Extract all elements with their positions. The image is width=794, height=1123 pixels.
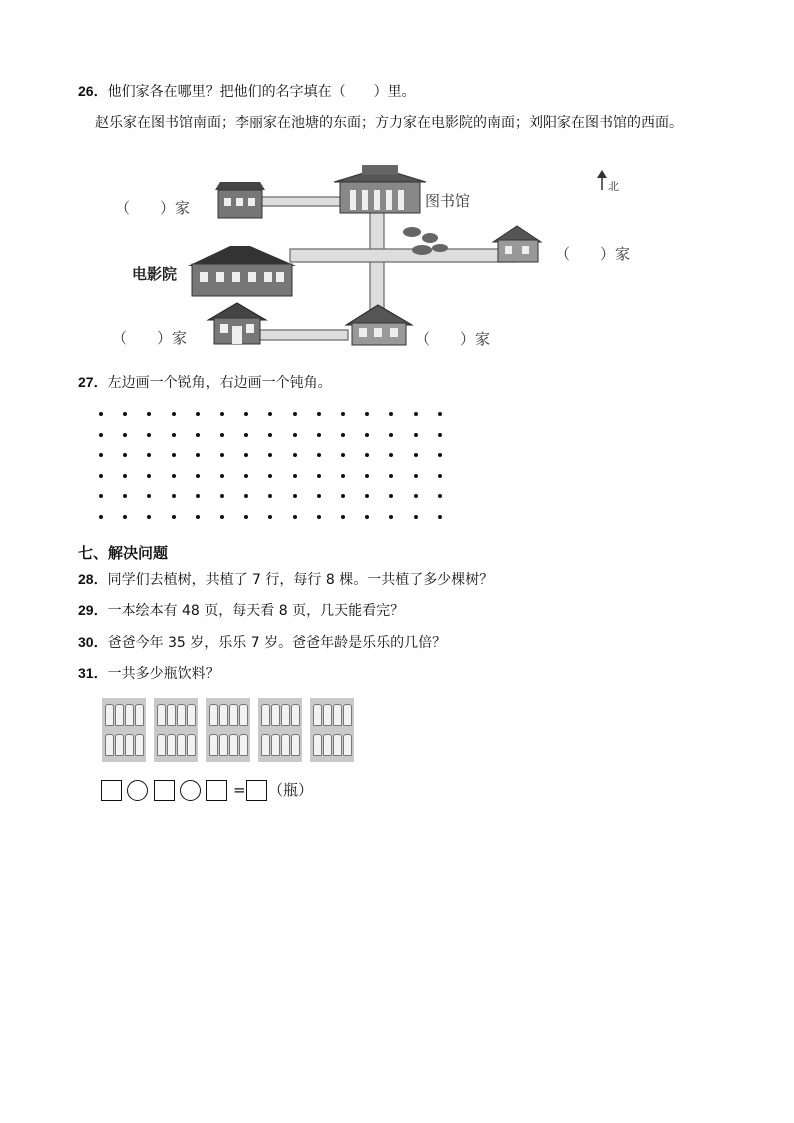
bottle-icon (343, 734, 352, 756)
grid-dot (293, 515, 297, 519)
grid-dot (244, 453, 248, 457)
bottle-icon (167, 734, 176, 756)
road-horizontal (290, 249, 515, 262)
bottle-icon (135, 734, 144, 756)
grid-dot (414, 433, 418, 437)
grid-dot (123, 412, 127, 416)
grid-dot (365, 474, 369, 478)
bottle-icon (157, 704, 166, 726)
question-text: 一本绘本有 48 页，每天看 8 页，几天能看完？ (107, 603, 405, 619)
operator-circle-1[interactable] (127, 780, 148, 801)
bottle-icon (261, 734, 270, 756)
grid-dot (147, 494, 151, 498)
bottle-icon (239, 734, 248, 756)
grid-dot (147, 412, 151, 416)
grid-dot (317, 412, 321, 416)
bottle-icon (239, 704, 248, 726)
question-number: 31． (78, 665, 108, 681)
grid-dot (99, 494, 103, 498)
grid-dot (244, 515, 248, 519)
grid-dot (196, 494, 200, 498)
grid-dot (317, 433, 321, 437)
bottle-crate (310, 698, 354, 762)
grid-dot (438, 515, 442, 519)
grid-dot (220, 494, 224, 498)
grid-dot (317, 474, 321, 478)
bottle-icon (105, 734, 114, 756)
grid-dot (389, 433, 393, 437)
grid-dot (365, 494, 369, 498)
grid-dot (438, 453, 442, 457)
grid-dot (268, 433, 272, 437)
grid-dot (220, 474, 224, 478)
bottle-icon (281, 734, 290, 756)
question-28 (78, 570, 493, 589)
grid-dot (147, 515, 151, 519)
grid-dot (220, 412, 224, 416)
grid-dot (365, 515, 369, 519)
grid-dot (414, 412, 418, 416)
grid-dot (99, 515, 103, 519)
blank-home-west[interactable]: （ ）家 (115, 199, 191, 217)
bottle-crate (154, 698, 198, 762)
grid-dot (293, 474, 297, 478)
grid-dot (123, 433, 127, 437)
grid-dot (123, 453, 127, 457)
grid-dot (147, 474, 151, 478)
road-bottom (260, 330, 348, 340)
section-title: 七、解决问题 (78, 544, 169, 562)
question-26 (78, 82, 416, 101)
bottle-icon (187, 734, 196, 756)
bottle-icon (229, 734, 238, 756)
bottle-icon (333, 734, 342, 756)
road-west-library (260, 197, 340, 206)
grid-dot (196, 515, 200, 519)
bottle-icon (333, 704, 342, 726)
grid-dot (99, 453, 103, 457)
grid-dot (147, 453, 151, 457)
grid-dot (99, 412, 103, 416)
grid-dot (341, 474, 345, 478)
grid-dot (341, 494, 345, 498)
grid-dot (99, 433, 103, 437)
question-text: 他们家各在哪里？把他们的名字填在（ ）里。 (107, 84, 416, 100)
bottle-icon (313, 704, 322, 726)
grid-dot (438, 412, 442, 416)
bottle-icon (187, 704, 196, 726)
question-number: 28． (78, 571, 108, 587)
house-west-library (215, 182, 265, 218)
grid-dot (317, 515, 321, 519)
grid-dot (172, 494, 176, 498)
bottle-crate (258, 698, 302, 762)
question-31 (78, 664, 220, 683)
grid-dot (123, 474, 127, 478)
grid-dot (389, 412, 393, 416)
house-south-library (346, 305, 412, 345)
house-east-pond (493, 226, 541, 262)
grid-dot (414, 515, 418, 519)
grid-dot (123, 494, 127, 498)
grid-dot (389, 453, 393, 457)
grid-dot (293, 412, 297, 416)
question-text: 一共多少瓶饮料？ (107, 666, 220, 682)
north-arrow-icon (597, 170, 607, 190)
grid-dot (438, 474, 442, 478)
grid-dot (268, 494, 272, 498)
bottle-icon (229, 704, 238, 726)
bottle-icon (209, 704, 218, 726)
bottle-icon (291, 704, 300, 726)
grid-dot (244, 494, 248, 498)
grid-dot (293, 494, 297, 498)
answer-box-result[interactable] (246, 780, 267, 801)
grid-dot (244, 474, 248, 478)
map-diagram (100, 160, 700, 360)
bottle-icon (167, 704, 176, 726)
question-text: 左边画一个锐角，右边画一个钝角。 (107, 375, 332, 391)
grid-dot (365, 412, 369, 416)
grid-dot (196, 433, 200, 437)
bottle-icon (209, 734, 218, 756)
bottle-icon (323, 704, 332, 726)
grid-dot (293, 453, 297, 457)
north-label: 北 (608, 180, 619, 193)
library-building (334, 165, 426, 213)
grid-dot (196, 453, 200, 457)
bottle-icon (115, 704, 124, 726)
bottle-icon (271, 734, 280, 756)
bottle-icon (125, 734, 134, 756)
grid-dot (196, 474, 200, 478)
grid-dot (172, 453, 176, 457)
question-text: 爸爸今年 35 岁，乐乐 7 岁。爸爸年龄是乐乐的几倍？ (107, 635, 447, 651)
bottle-crate (102, 698, 146, 762)
equals-sign: = (233, 781, 246, 799)
unit-label: （瓶） (268, 781, 314, 799)
grid-dot (268, 453, 272, 457)
bottle-icon (261, 704, 270, 726)
blank-home-east[interactable]: （ ）家 (555, 245, 631, 263)
grid-dot (268, 474, 272, 478)
grid-dot (172, 474, 176, 478)
grid-dot (99, 474, 103, 478)
grid-dot (123, 515, 127, 519)
grid-dot (293, 433, 297, 437)
bottle-icon (313, 734, 322, 756)
question-text: 同学们去植树，共植了 7 行，每行 8 棵。一共植了多少棵树？ (107, 572, 494, 588)
grid-dot (172, 515, 176, 519)
question-26-description: 赵乐家在图书馆南面；李丽家在池塘的东面；方力家在电影院的南面；刘阳家在图书馆的西面。 (95, 115, 683, 131)
bottle-icon (177, 704, 186, 726)
question-number: 26． (78, 83, 108, 99)
bottle-icon (157, 734, 166, 756)
operator-circle-2[interactable] (180, 780, 201, 801)
house-south-cinema (208, 303, 266, 344)
grid-dot (196, 412, 200, 416)
question-number: 29． (78, 602, 108, 618)
bottle-icon (271, 704, 280, 726)
bottle-icon (135, 704, 144, 726)
bottle-crate (206, 698, 250, 762)
bottle-icon (323, 734, 332, 756)
bottle-icon (105, 704, 114, 726)
grid-dot (438, 433, 442, 437)
bottle-icon (115, 734, 124, 756)
grid-dot (414, 494, 418, 498)
grid-dot (341, 515, 345, 519)
grid-dot (268, 515, 272, 519)
bottle-icon (343, 704, 352, 726)
grid-dot (341, 433, 345, 437)
grid-dot (389, 515, 393, 519)
grid-dot (220, 515, 224, 519)
grid-dot (414, 474, 418, 478)
bottle-icon (281, 704, 290, 726)
grid-dot (172, 412, 176, 416)
question-number: 27． (78, 374, 108, 390)
grid-dot (147, 433, 151, 437)
question-number: 30． (78, 634, 108, 650)
bottle-icon (177, 734, 186, 756)
grid-dot (172, 433, 176, 437)
grid-dot (244, 433, 248, 437)
grid-dot (220, 433, 224, 437)
grid-dot (438, 494, 442, 498)
question-30 (78, 633, 446, 652)
grid-dot (341, 453, 345, 457)
grid-dot (317, 453, 321, 457)
bottle-icon (219, 704, 228, 726)
bottle-icon (219, 734, 228, 756)
grid-dot (365, 433, 369, 437)
grid-dot (220, 453, 224, 457)
grid-dot (244, 412, 248, 416)
answer-box-3[interactable] (206, 780, 227, 801)
grid-dot (365, 453, 369, 457)
question-27 (78, 373, 332, 392)
blank-home-south[interactable]: （ ）家 (415, 330, 491, 348)
bottle-icon (291, 734, 300, 756)
grid-dot (341, 412, 345, 416)
bottle-icon (125, 704, 134, 726)
blank-home-southwest[interactable]: （ ）家 (112, 329, 188, 347)
cinema-label: 电影院 (132, 265, 178, 283)
question-29 (78, 601, 404, 620)
library-label: 图书馆 (425, 192, 471, 210)
grid-dot (389, 474, 393, 478)
grid-dot (414, 453, 418, 457)
cinema-building (188, 246, 296, 296)
grid-dot (317, 494, 321, 498)
grid-dot (389, 494, 393, 498)
grid-dot (268, 412, 272, 416)
answer-box-2[interactable] (154, 780, 175, 801)
answer-box-1[interactable] (101, 780, 122, 801)
